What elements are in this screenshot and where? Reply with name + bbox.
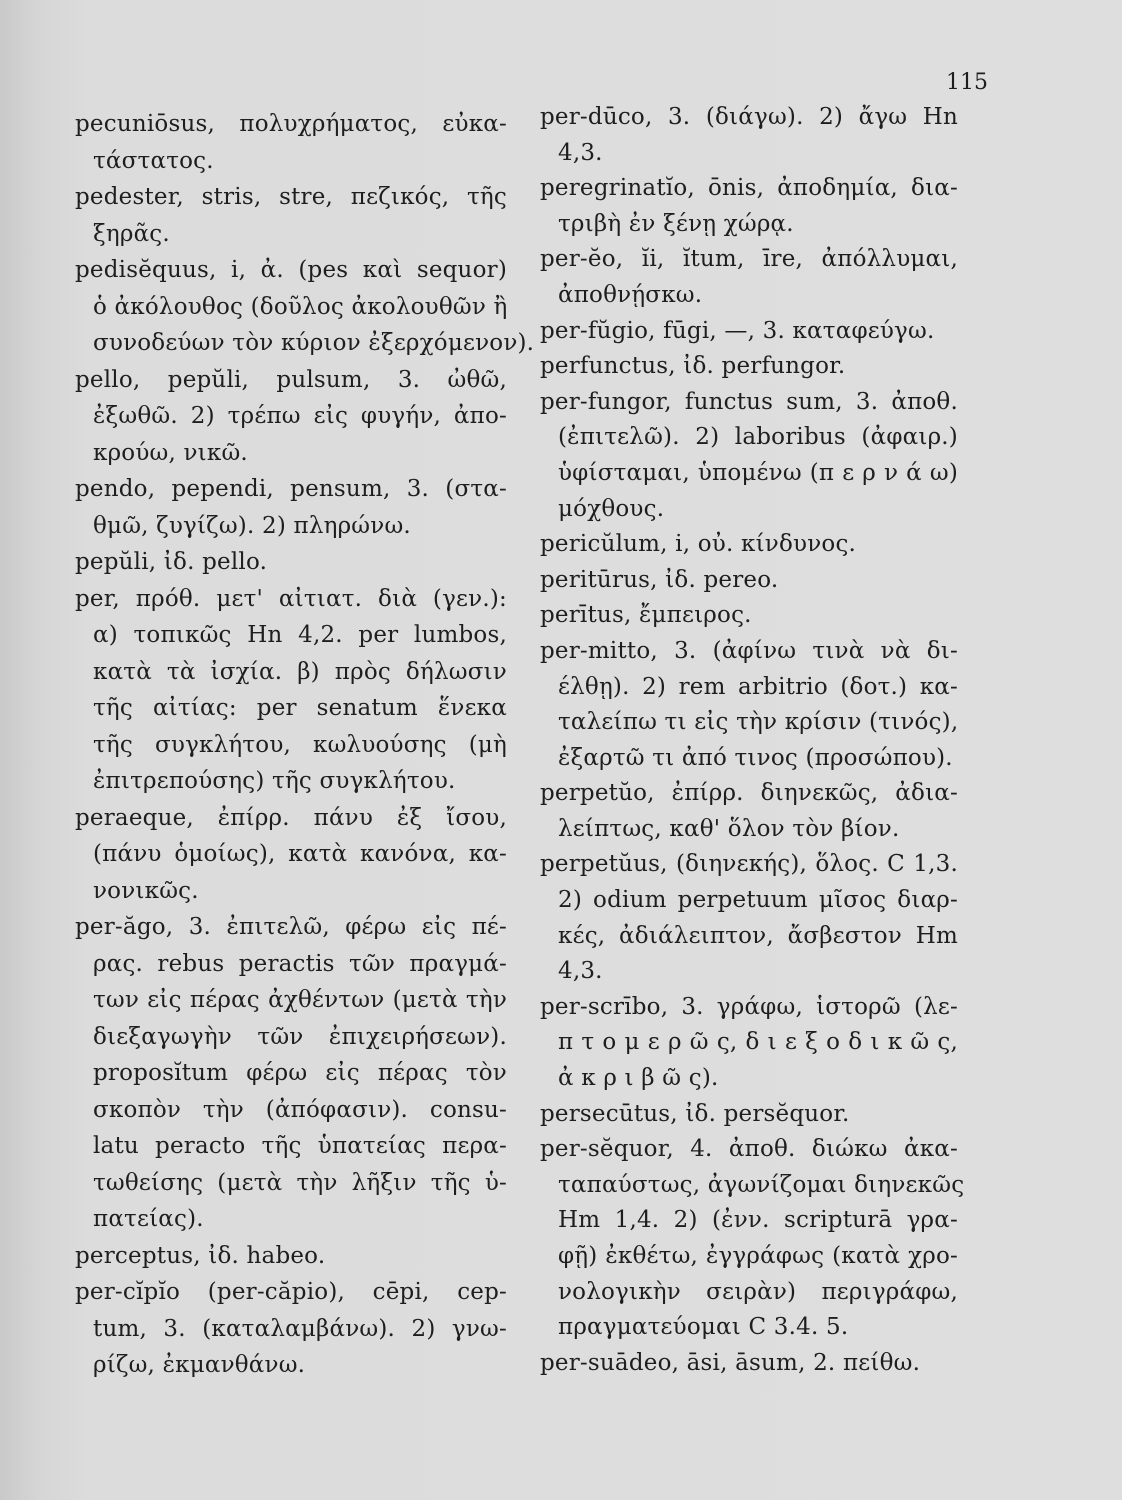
dictionary-entry — [540, 242, 958, 313]
entry-headword-line: pedisĕquus, i, ἀ. (pes καὶ sequor) — [75, 257, 507, 283]
entry-continuation-line: τῆς συγκλήτου, κωλυούσης (μὴ — [93, 731, 507, 758]
entry-continuation-line: έλθῃ). 2) rem arbitrio (δοτ.) κα- — [558, 673, 958, 700]
entry-headword-line: perpetŭus, (διηνεκής), ὅλος. C 1,3. — [540, 851, 958, 878]
entry-continuation-line: νονικῶς. — [93, 877, 199, 904]
entry-headword-line: pello, pepŭli, pulsum, 3. ὠθῶ, — [75, 366, 507, 393]
entry-headword-line: peritūrus, ἰδ. pereo. — [540, 566, 779, 593]
dictionary-entry — [540, 171, 958, 242]
entry-continuation-line: ἐξαρτῶ τι ἀπό τινος (προσώπου). — [558, 744, 953, 771]
entry-headword-line: per-cĭpĭo (per-căpio), cēpi, cep- — [75, 1279, 507, 1305]
entry-continuation-line: ταπαύστως, ἀγωνίζομαι διηνεκῶς — [558, 1171, 965, 1198]
dictionary-entry — [540, 847, 958, 989]
dictionary-entry — [75, 179, 507, 252]
page-number: 115 — [946, 70, 988, 95]
dictionary-entry — [75, 106, 507, 179]
entry-continuation-line: τριβὴ ἐν ξένῃ χώρᾳ. — [558, 210, 794, 237]
entry-headword-line: pepŭli, ἰδ. pello. — [75, 549, 268, 575]
entry-headword-line: perceptus, ἰδ. habeo. — [75, 1242, 326, 1269]
entry-continuation-line: κές, ἀδιάλειπτον, ἄσβεστον Hm — [558, 922, 958, 949]
entry-continuation-line: tum, 3. (καταλαμβάνω). 2) γνω- — [93, 1315, 507, 1342]
entry-continuation-line: φῇ) ἐκθέτω, ἐγγράφως (κατὰ χρο- — [558, 1243, 958, 1269]
entry-continuation-line: κατὰ τὰ ἰσχία. β) πρὸς δήλωσιν — [93, 658, 507, 685]
entry-continuation-line: (ἐπιτελῶ). 2) laboribus (ἀφαιρ.) — [558, 424, 958, 451]
entry-continuation-line: latu peracto τῆς ὑπατείας περα- — [93, 1133, 507, 1159]
entry-continuation-line: ἐξωθῶ. 2) τρέπω εἰς φυγήν, ἀπο- — [93, 403, 507, 429]
entry-continuation-line: 4,3. — [558, 139, 603, 166]
dictionary-entry — [540, 776, 958, 847]
entry-headword-line: peregrinatĭo, ōnis, ἀποδημία, δια- — [540, 175, 958, 202]
dictionary-entry — [540, 1346, 958, 1382]
entry-continuation-line: ἀ κ ρ ι β ῶ ς). — [558, 1065, 719, 1092]
entry-continuation-line: τάστατος. — [93, 147, 214, 174]
entry-continuation-line: ρας. rebus peractis τῶν πραγμά- — [93, 950, 507, 977]
entry-headword-line: peraeque, ἐπίρρ. πάνυ ἐξ ἴσου, — [75, 804, 507, 831]
entry-continuation-line: Hm 1,4. 2) (ἐνν. scripturā γρα- — [558, 1207, 958, 1234]
entry-continuation-line: λείπτως, καθ' ὅλον τὸν βίον. — [558, 815, 900, 842]
entry-continuation-line: ξηρᾶς. — [93, 220, 170, 247]
entry-headword-line: per-fungor, functus sum, 3. ἀποθ. — [540, 388, 958, 415]
entry-continuation-line: proposĭtum φέρω εἰς πέρας τὸν — [93, 1060, 507, 1086]
entry-continuation-line: τωθείσης (μετὰ τὴν λῆξιν τῆς ὑ- — [93, 1169, 507, 1196]
dictionary-entry — [75, 581, 507, 800]
dictionary-entry — [75, 909, 507, 1238]
entry-headword-line: pendo, pependi, pensum, 3. (στα- — [75, 476, 507, 502]
entry-headword-line: per-fŭgio, fūgi, —, 3. καταφεύγω. — [540, 317, 935, 344]
entry-continuation-line: μόχθους. — [558, 495, 665, 522]
entry-headword-line: per-ăgo, 3. ἐπιτελῶ, φέρω εἰς πέ- — [75, 914, 507, 940]
dictionary-entry — [540, 990, 958, 1097]
entry-headword-line: perītus, ἔμπειρος. — [540, 602, 752, 629]
entry-continuation-line: θμῶ, ζυγίζω). 2) πληρώνω. — [93, 512, 411, 539]
entry-continuation-line: των εἰς πέρας ἀχθέντων (μετὰ τὴν — [93, 987, 507, 1013]
dictionary-entry — [75, 471, 507, 544]
entry-headword-line: perfunctus, ἰδ. perfungor. — [540, 353, 846, 380]
dictionary-entry — [540, 1132, 965, 1346]
entry-headword-line: per-mitto, 3. (ἀφίνω τινὰ νὰ δι- — [540, 637, 958, 664]
dictionary-entry — [540, 1097, 958, 1133]
dictionary-entry — [540, 527, 958, 563]
entry-continuation-line: πραγματεύομαι C 3.4. 5. — [558, 1314, 849, 1341]
dictionary-entry — [75, 1274, 507, 1384]
entry-continuation-line: τῆς αἰτίας: per senatum ἕνεκα — [93, 695, 507, 721]
entry-continuation-line: ὑφίσταμαι, ὑπομένω (π ε ρ ν ά ω) — [558, 459, 958, 486]
entry-continuation-line: (πάνυ ὁμοίως), κατὰ κανόνα, κα- — [93, 841, 507, 867]
entry-headword-line: per-dūco, 3. (διάγω). 2) ἄγω Hn — [540, 104, 958, 130]
dictionary-entry — [540, 563, 958, 599]
entry-headword-line: perpetŭo, ἐπίρρ. διηνεκῶς, ἀδια- — [540, 780, 958, 807]
entry-continuation-line: ὁ ἀκόλουθος (δοῦλος ἀκολουθῶν ἢ — [93, 293, 508, 320]
entry-continuation-line: α) τοπικῶς Hn 4,2. per lumbos, — [93, 622, 507, 648]
entry-continuation-line: κρούω, νικῶ. — [93, 439, 248, 466]
entry-continuation-line: διεξαγωγὴν τῶν ἐπιχειρήσεων). — [93, 1023, 507, 1050]
dictionary-entry — [75, 252, 535, 362]
entry-continuation-line: πατείας). — [93, 1206, 204, 1232]
entry-continuation-line: ταλείπω τι εἰς τὴν κρίσιν (τινός), — [558, 709, 959, 736]
dictionary-entry — [540, 100, 958, 171]
dictionary-entry — [540, 598, 958, 634]
entry-continuation-line: σκοπὸν τὴν (ἀπόφασιν). consu- — [93, 1096, 507, 1123]
entry-headword-line: pericŭlum, i, οὐ. κίνδυνος. — [540, 531, 857, 558]
entry-continuation-line: ρίζω, ἐκμανθάνω. — [93, 1352, 306, 1378]
right-column — [540, 100, 965, 1381]
entry-headword-line: per, πρόθ. μετ' αἰτιατ. διὰ (γεν.): — [75, 585, 507, 612]
dictionary-entry — [540, 314, 958, 350]
dictionary-entry — [75, 544, 507, 581]
entry-headword-line: per-scrībo, 3. γράφω, ἱστορῶ (λε- — [540, 993, 958, 1020]
entry-headword-line: pedester, stris, stre, πεζικός, τῆς — [75, 184, 507, 210]
entry-continuation-line: συνοδεύων τὸν κύριον ἐξερχόμενον). — [93, 330, 535, 356]
entry-headword-line: per-suādeo, āsi, āsum, 2. πείθω. — [540, 1349, 921, 1376]
dictionary-entry — [540, 349, 958, 385]
entry-headword-line: pecuniōsus, πολυχρήματος, εὐκα- — [75, 111, 507, 137]
entry-headword-line: persecūtus, ἰδ. persĕquor. — [540, 1100, 850, 1127]
dictionary-entry — [75, 1238, 507, 1275]
dictionary-entry — [75, 800, 507, 910]
entry-headword-line: per-sĕquor, 4. ἀποθ. διώκω ἀκα- — [540, 1136, 958, 1163]
entry-continuation-line: ἀποθνῄσκω. — [558, 281, 703, 308]
dictionary-entry — [75, 362, 507, 472]
entry-continuation-line: ἐπιτρεπούσης) τῆς συγκλήτου. — [93, 768, 456, 794]
dictionary-entry — [540, 385, 958, 527]
entry-continuation-line: 4,3. — [558, 958, 603, 985]
left-column — [75, 106, 535, 1384]
dictionary-entry — [540, 634, 958, 776]
entry-continuation-line: 2) odium perpetuum μῖσος διαρ- — [558, 887, 958, 914]
entry-headword-line: per-ĕo, ĭi, ĭtum, īre, ἀπόλλυμαι, — [540, 246, 958, 273]
entry-continuation-line: νολογικὴν σειρὰν) περιγράφω, — [558, 1278, 958, 1305]
entry-continuation-line: π τ ο μ ε ρ ῶ ς, δ ι ε ξ ο δ ι κ ῶ ς, — [558, 1029, 958, 1056]
